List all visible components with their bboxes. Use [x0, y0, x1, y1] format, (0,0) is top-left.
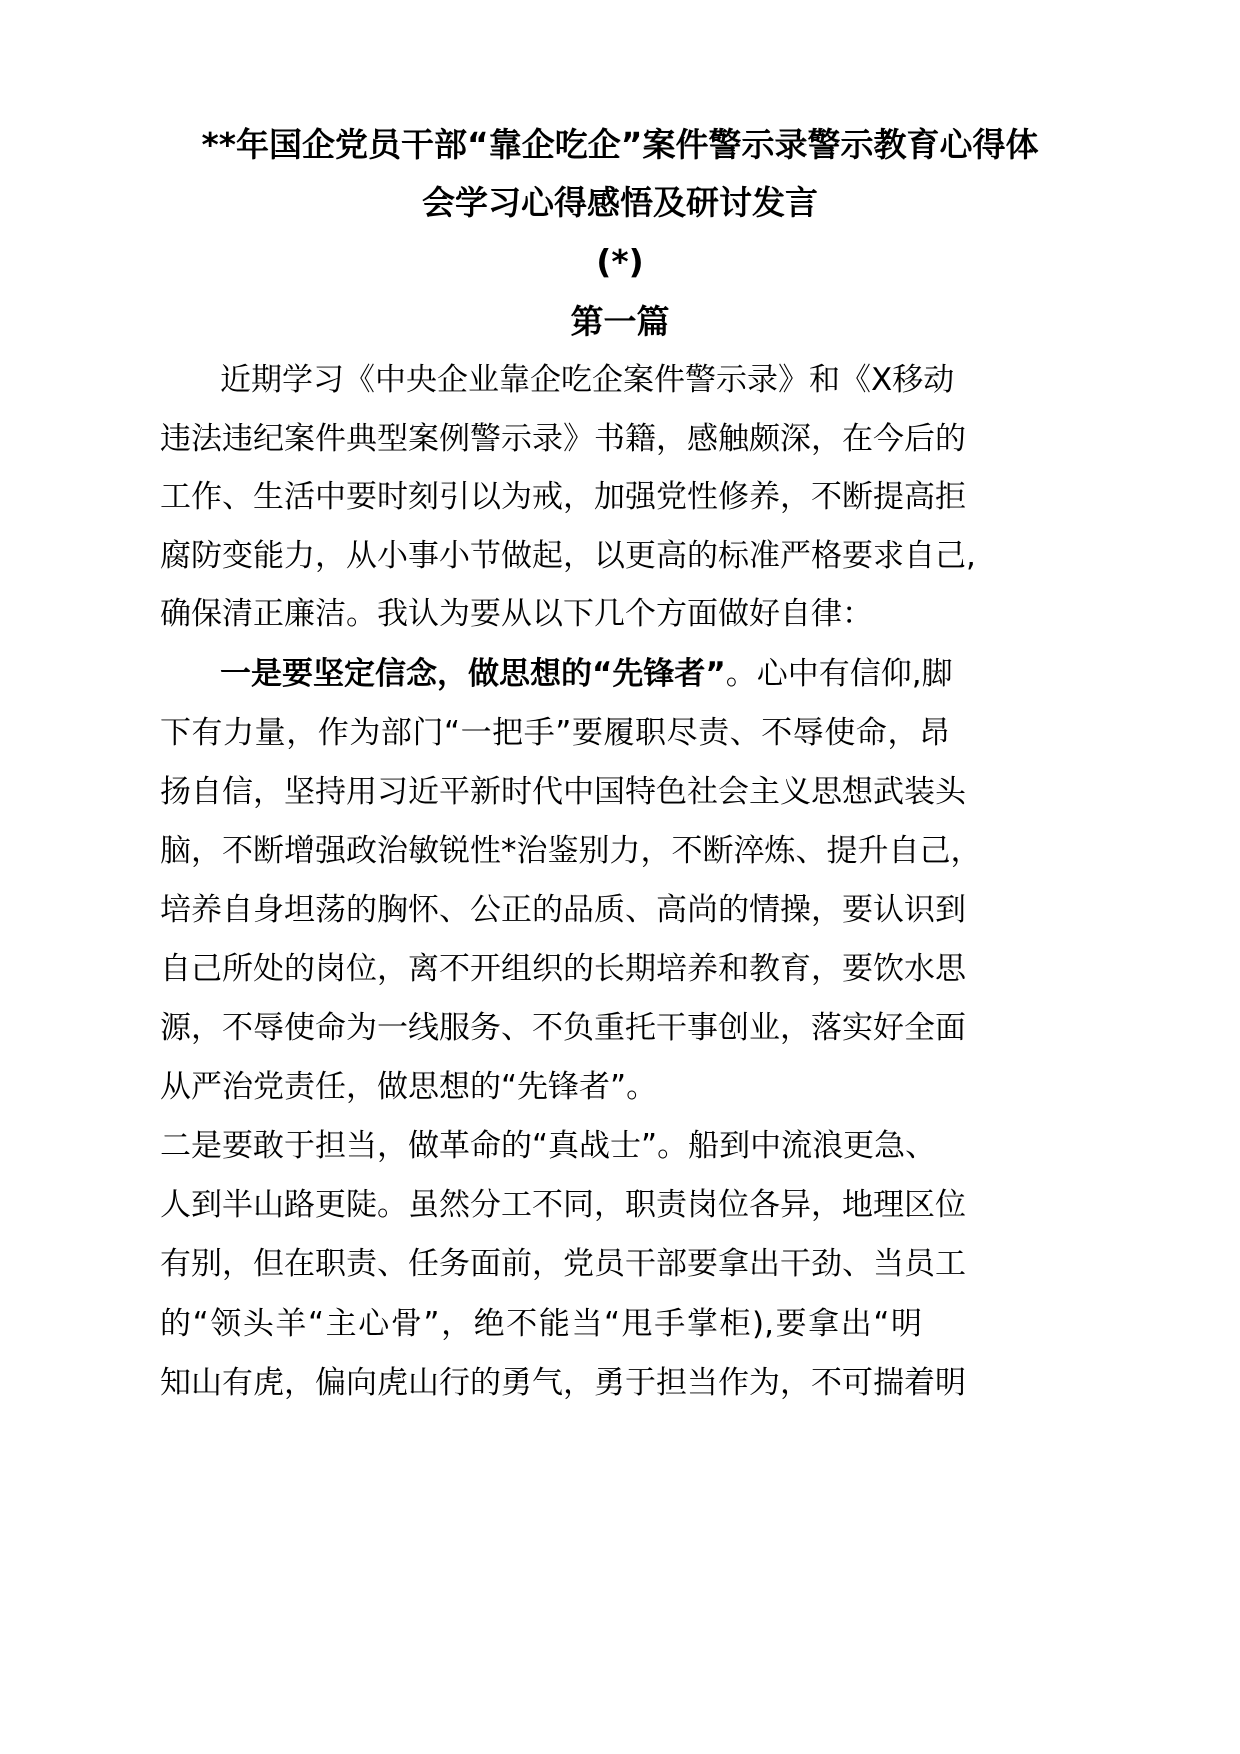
- text-line: 腐防变能力，从小事小节做起，以更高的标准严格要求自己,: [160, 538, 976, 574]
- text-line: 源，不辱使命为一线服务、不负重托干事创业，落实好全面: [160, 1010, 966, 1046]
- document-title-marker: (*): [596, 242, 644, 281]
- text-span: 。心中有信仰,脚: [725, 656, 953, 692]
- text-line: 知山有虎，偏向虎山行的勇气，勇于担当作为，不可揣着明: [160, 1365, 966, 1401]
- text-line: 扬自信，坚持用习近平新时代中国特色社会主义思想武装头: [160, 774, 966, 810]
- text-line: 近期学习《中央企业靠企吃企案件警示录》和《X移动: [220, 362, 955, 398]
- text-line: [220, 653, 953, 695]
- document-title-line-1: **年国企党员干部“靠企吃企”案件警示录警示教育心得体: [201, 125, 1039, 164]
- text-line: 的“领头羊“主心骨”，绝不能当“甩手掌柜),要拿出“明: [160, 1306, 922, 1342]
- text-line: 人到半山路更陡。虽然分工不同，职责岗位各异，地理区位: [160, 1187, 966, 1223]
- text-line: 培养自身坦荡的胸怀、公正的品质、高尚的情操，要认识到: [160, 892, 966, 928]
- text-line: 自己所处的岗位，离不开组织的长期培养和教育，要饮水思: [160, 951, 966, 987]
- text-line: 下有力量，作为部门“一把手”要履职尽责、不辱使命，昂: [160, 715, 950, 751]
- text-line: 有别，但在职责、任务面前，党员干部要拿出干劲、当员工: [160, 1246, 966, 1282]
- text-line: 从严治党责任，做思想的“先锋者”。: [160, 1069, 658, 1105]
- text-line: 确保清正廉洁。我认为要从以下几个方面做好自律：: [160, 596, 873, 632]
- text-line: 工作、生活中要时刻引以为戒，加强党性修养，不断提高拒: [160, 479, 966, 515]
- section-heading: 第一篇: [570, 302, 670, 341]
- document-title-line-2: 会学习心得感悟及研讨发言: [422, 183, 818, 222]
- text-line: 违法违纪案件典型案例警示录》书籍，感触颇深，在今后的: [160, 421, 966, 457]
- text-line: 二是要敢于担当，做革命的“真战士”。船到中流浪更急、: [160, 1128, 937, 1164]
- bold-lead: 一是要坚定信念，做思想的“先锋者”: [220, 656, 726, 692]
- text-line: 脑，不断增强政治敏锐性*治鉴别力，不断淬炼、提升自己，: [160, 833, 982, 869]
